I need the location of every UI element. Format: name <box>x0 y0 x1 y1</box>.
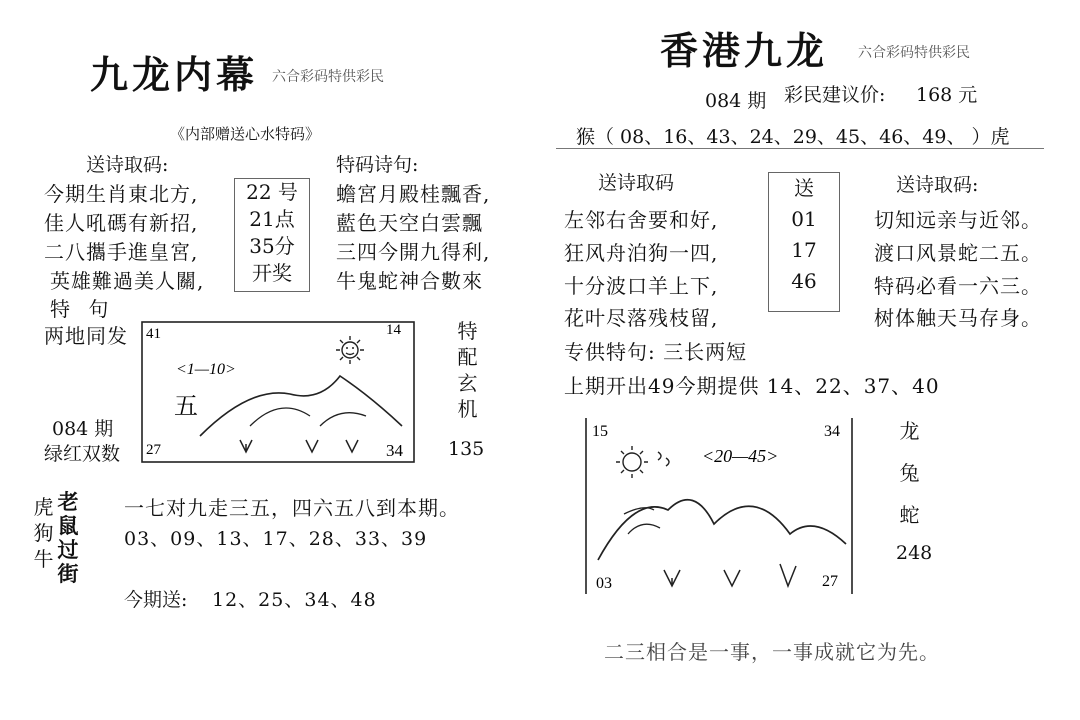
left-riddle: 一七对九走三五，四六五八到本期。 <box>124 496 460 520</box>
right-period: 084 期 <box>705 90 767 112</box>
left-tip-char-3: 玄 <box>457 371 479 395</box>
right-title: 香港九龙 <box>660 28 829 73</box>
left-zodiac-2: 狗 <box>33 521 55 545</box>
right-footer: 二三相合是一事，一事成就它为先。 <box>604 640 940 664</box>
left-sketch-bl: 27 <box>146 442 161 458</box>
sun-icon <box>616 446 669 478</box>
left-poem-line-3: 三四今開九得利, <box>336 240 491 264</box>
left-poem-line-1: 蟾宮月殿桂飄香, <box>336 182 491 206</box>
right-title-sub: 六合彩码特供彩民 <box>858 45 970 61</box>
left-title: 九龙内幕 <box>90 52 259 97</box>
left-box-line-2: 21点 <box>249 207 295 231</box>
left-date-box <box>234 178 310 292</box>
left-song-line-3: 二八攜手進皇宮, <box>44 240 199 264</box>
left-song-header: 送诗取码: <box>86 154 169 176</box>
right-sketch-br: 27 <box>822 573 838 590</box>
right-left-line-4: 花叶尽落残枝留, <box>564 306 719 330</box>
left-zodiac-bold-2: 鼠 <box>57 513 79 538</box>
right-zodiac-3: 蛇 <box>899 503 921 527</box>
grass-icon <box>240 440 358 452</box>
left-poem-header: 特码诗句: <box>336 154 419 176</box>
right-divider <box>556 148 1044 149</box>
left-period-text: 绿红双数 <box>44 443 121 465</box>
right-last-line: 上期开出49今期提供 14、22、37、40 <box>564 374 940 398</box>
left-send-label: 今期送: <box>124 589 188 611</box>
right-monkey-line: 猴（ 08、16、43、24、29、45、46、49、 ）虎 <box>576 126 1010 148</box>
right-box-line-3: 17 <box>791 238 817 262</box>
right-sketch-arrow: <20—45> <box>702 446 779 466</box>
right-sketch-tr: 34 <box>824 423 840 440</box>
right-sketch <box>584 414 856 598</box>
left-period: 084 期 <box>52 418 114 440</box>
left-zodiac-bold <box>56 490 80 586</box>
right-box-line-4: 46 <box>791 269 817 293</box>
left-sketch-arrow: <1—10> <box>176 361 236 378</box>
grass-icon <box>664 564 796 586</box>
right-zodiac-vertical <box>898 410 922 536</box>
left-tip-char-4: 机 <box>457 397 479 421</box>
right-right-line-2: 渡口风景蛇二五。 <box>874 241 1042 265</box>
left-send-numbers: 12、25、34、48 <box>212 589 377 611</box>
left-special-label: 特 句 <box>50 297 115 321</box>
right-sketch-bl: 03 <box>596 575 612 592</box>
right-price: 168 元 <box>916 84 978 106</box>
right-right-line-1: 切知远亲与近邻。 <box>874 208 1042 232</box>
right-special-line: 专供特句: 三长两短 <box>564 340 748 364</box>
left-tip-char-1: 特 <box>457 319 479 343</box>
left-song-line-4: 英雄難過美人關, <box>50 269 205 293</box>
right-left-line-1: 左邻右舍要和好, <box>564 208 719 232</box>
left-special-text: 两地同发 <box>44 324 128 348</box>
left-song-line-2: 佳人吼碼有新招, <box>44 211 199 235</box>
right-left-line-2: 狂风舟泊狗一四, <box>564 241 719 265</box>
sun-icon <box>336 336 364 364</box>
right-zodiac-2: 兔 <box>899 461 921 485</box>
left-sketch-br: 34 <box>386 441 403 460</box>
left-sketch-mark: 五 <box>174 392 198 420</box>
right-sketch-tl: 15 <box>592 423 608 440</box>
left-numbers: 03、09、13、17、28、33、39 <box>124 528 428 550</box>
left-tip-number: 135 <box>448 438 485 460</box>
left-song-line-1: 今期生肖東北方, <box>44 182 199 206</box>
left-zodiac-list <box>32 494 56 572</box>
right-box-line-2: 01 <box>791 207 817 231</box>
left-box-line-1: 22 号 <box>246 180 298 204</box>
right-song-header-left: 送诗取码 <box>598 172 675 194</box>
right-right-line-3: 特码必看一六三。 <box>874 274 1042 298</box>
left-sketch-tl: 41 <box>146 326 161 342</box>
left-tip-char-2: 配 <box>457 345 479 369</box>
left-poem-line-4: 牛鬼蛇神合數來 <box>336 269 483 293</box>
right-right-line-4: 树体触天马存身。 <box>874 306 1042 330</box>
left-sketch-ridges <box>250 408 366 426</box>
left-zodiac-1: 虎 <box>33 495 55 519</box>
right-sketch-ridges <box>624 508 660 534</box>
right-tip-number: 248 <box>896 542 933 564</box>
left-box-line-4: 开奖 <box>252 261 292 285</box>
right-song-header-right: 送诗取码: <box>896 174 979 196</box>
left-zodiac-bold-3: 过 <box>57 537 79 562</box>
left-sketch <box>140 316 420 468</box>
left-zodiac-bold-4: 街 <box>57 561 79 586</box>
right-price-label: 彩民建议价: <box>784 84 886 106</box>
left-sketch-tr: 14 <box>386 322 401 338</box>
right-left-line-3: 十分波口羊上下, <box>564 274 719 298</box>
left-zodiac-3: 牛 <box>33 547 55 571</box>
left-sketch-mountains <box>200 376 402 436</box>
left-zodiac-bold-1: 老 <box>57 489 79 514</box>
right-box-line-1: 送 <box>794 176 814 200</box>
right-zodiac-1: 龙 <box>899 419 921 443</box>
left-title-sub: 六合彩码特供彩民 <box>272 69 384 85</box>
right-send-box <box>768 172 840 312</box>
left-subtitle: 《内部赠送心水特码》 <box>170 125 321 143</box>
left-box-line-3: 35分 <box>249 234 295 258</box>
left-poem-line-2: 藍色天空白雲飄 <box>336 211 483 235</box>
left-tip-vertical <box>456 318 480 422</box>
